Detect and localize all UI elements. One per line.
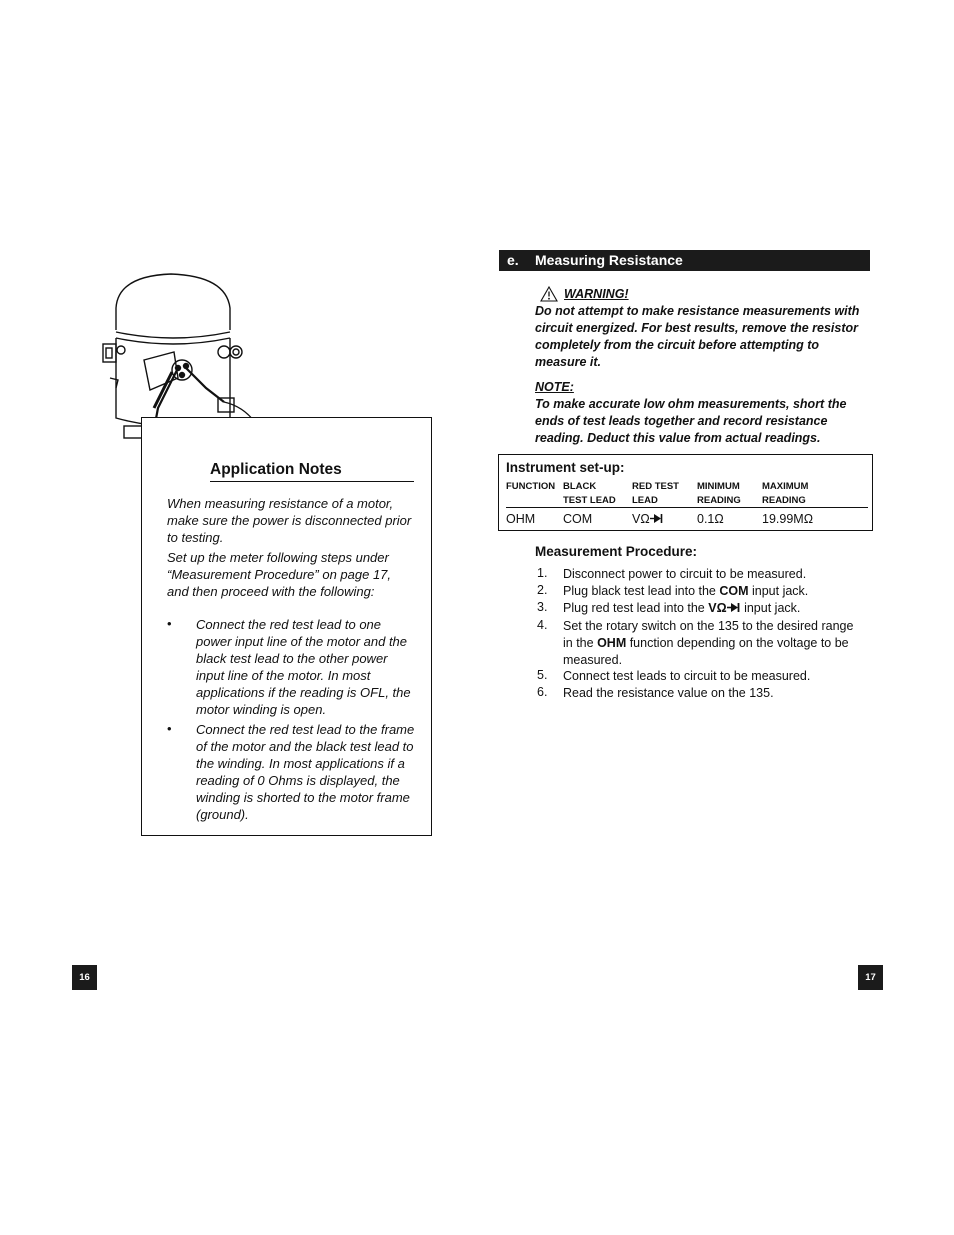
step-number: 5.: [537, 668, 548, 682]
warning-text: Do not attempt to make resistance measurements with circuit energized. For best results, remove the resistor completely from the circuit before attempting to measure it.: [535, 304, 860, 369]
section-letter: e.: [507, 252, 519, 268]
step-text-part: Set the rotary switch on the 135 to the desired range in the: [563, 619, 854, 650]
step-number: 6.: [537, 685, 548, 699]
step-text: [563, 600, 863, 617]
cell-maximum: 19.99MΩ: [762, 512, 814, 526]
step-text-bold: COM: [719, 584, 749, 598]
notes-intro-2: Set up the meter following steps under “Measurement Procedure” on page 17, and then proceed with the following:: [167, 550, 392, 599]
section-header: [499, 250, 870, 271]
step-text: Disconnect power to circuit to be measured.: [563, 567, 807, 581]
bullet-symbol: •: [167, 616, 172, 631]
page-number-left: 16: [72, 965, 97, 990]
notes-bullet-1: Connect the red test lead to one power input line of the motor and the black test lead to the other power input line of the motor. In most applications if the reading is OFL, the motor winding is open.: [196, 617, 411, 717]
header-red-test-lead: RED TEST LEAD: [632, 481, 679, 506]
header-minimum-reading: MINIMUM READING: [697, 481, 741, 506]
cell-minimum: 0.1Ω: [697, 512, 724, 526]
table-divider: [506, 507, 868, 508]
cell-function: OHM: [506, 512, 536, 526]
note-label: NOTE:: [535, 380, 574, 394]
header-black-test-lead: BLACK TEST LEAD: [563, 481, 616, 506]
procedure-title: Measurement Procedure:: [535, 544, 698, 559]
step-text: [563, 618, 863, 669]
warning-label: WARNING!: [564, 287, 629, 301]
header-maximum-reading: MAXIMUM READING: [762, 481, 809, 506]
step-text: Read the resistance value on the 135.: [563, 686, 774, 700]
step-text: [563, 583, 863, 600]
step-number: 2.: [537, 583, 548, 597]
step-text-bold: OHM: [597, 636, 627, 650]
step-text-part: function depending on the voltage to be measured.: [563, 636, 849, 667]
diode-symbol: [650, 513, 664, 524]
diode-symbol: [727, 602, 741, 613]
step-number: 3.: [537, 600, 548, 614]
instrument-setup-title: Instrument set-up:: [506, 460, 625, 475]
note-text: To make accurate low ohm measurements, short the ends of test leads together and record resistance reading. Deduct this value from actual readings.: [535, 397, 847, 445]
step-text-part: Plug red test lead into the: [563, 601, 709, 615]
warning-triangle-icon: [540, 286, 558, 302]
page-number-right: 17: [858, 965, 883, 990]
cell-black-lead: COM: [563, 512, 593, 526]
header-function: FUNCTION: [506, 481, 556, 492]
step-text-part: input jack.: [748, 584, 809, 598]
bullet-symbol: •: [167, 721, 172, 736]
notes-intro-1: When measuring resistance of a motor, make sure the power is disconnected prior to testing.: [167, 496, 412, 545]
step-text-bold: V: [708, 601, 717, 615]
notes-bullet-2: Connect the red test lead to the frame of the motor and the black test lead to the winding. In most applications if a reading of 0 Ohms is displayed, the winding is shorted to the motor frame (ground).: [196, 722, 415, 822]
omega-symbol: Ω: [716, 601, 727, 615]
application-notes-title: Application Notes: [210, 461, 414, 482]
cell-red-lead-text: VΩ: [632, 512, 650, 526]
step-number: 4.: [537, 618, 548, 632]
section-title: Measuring Resistance: [535, 252, 683, 268]
cell-red-lead: [632, 512, 664, 526]
step-number: 1.: [537, 566, 548, 580]
step-text: Connect test leads to circuit to be measured.: [563, 669, 811, 683]
step-text-part: Plug black test lead into the: [563, 584, 720, 598]
step-text-part: input jack.: [740, 601, 801, 615]
